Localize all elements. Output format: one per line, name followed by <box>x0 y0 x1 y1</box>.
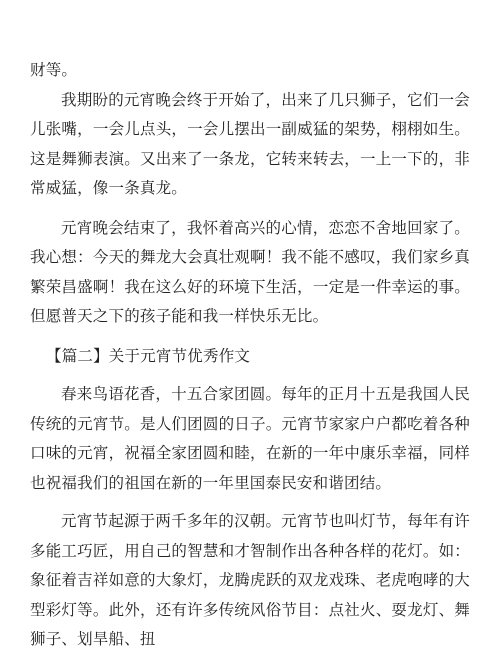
paragraph-festival-intro: 春来鸟语花香，十五合家团圆。每年的正月十五是我国人民传统的元宵节。是人们团圆的日子。元宵节家家户户都吃着各种口味的元宵，祝福全家团圆和睦，在新的一年中康乐幸福，同样也祝福我们的祖国在新的一年里国泰民安和谐团结。 <box>30 385 470 492</box>
paragraph-lion-dance: 我期盼的元宵晚会终于开始了，出来了几只狮子，它们一会儿张嘴，一会儿点头，一会儿摆出一副威猛的架势，栩栩如生。这是舞狮表演。又出来了一条龙，它转来转去，一上一下的，非常威猛，像一条真龙。 <box>30 90 470 197</box>
section-heading: 【篇二】关于元宵节优秀作文 <box>46 346 251 365</box>
paragraph-evening-end: 元宵晚会结束了，我怀着高兴的心情，恋恋不舍地回家了。我心想：今天的舞龙大会真壮观啊！我不能不感叹，我们家乡真繁荣昌盛啊！我在这么好的环境下生活，一定是一件幸运的事。但愿普天之下的孩子能和我一样快乐无比。 <box>30 218 470 325</box>
paragraph-festival-origin: 元宵节起源于两千多年的汉朝。元宵节也叫灯节，每年有许多能工巧匠，用自己的智慧和才智制作出各种各样的花灯。如：象征着吉祥如意的大象灯，龙腾虎跃的双龙戏珠、老虎咆哮的大型彩灯等。此外，还有许多传统风俗节目：点社火、耍龙灯、舞狮子、划旱船、扭 <box>30 512 470 648</box>
paragraph-continuation: 财等。 <box>30 61 78 79</box>
